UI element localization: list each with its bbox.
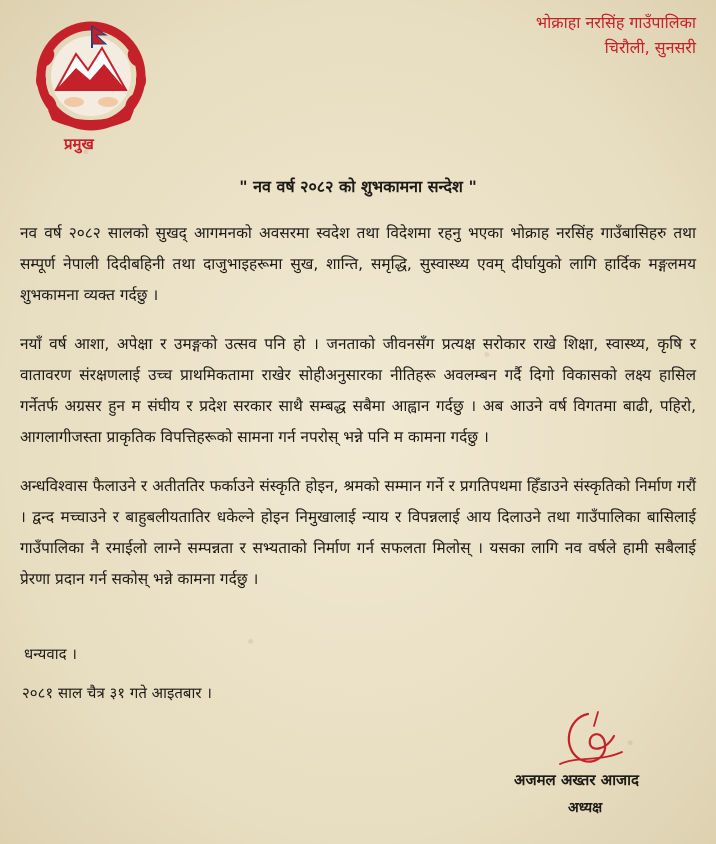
nepal-government-emblem-icon [26,18,156,134]
signatory-name: अजमल अख्तर आजाद [514,771,640,789]
handwritten-signature-icon [548,706,628,772]
office-label: प्रमुख [64,135,94,153]
municipality-name: भोक्राहा नरसिंह गाउँपालिका [535,13,696,32]
message-title: " नव वर्ष २०८२ को शुभकामना सन्देश " [239,177,477,196]
paragraph-2: नयाँ वर्ष आशा, अपेक्षा र उमङ्गको उत्सव पनि हो । जनताको जीवनसँग प्रत्यक्ष सरोकार राखे शिक्षा, स्वास्थ्य, कृषि र वातावरण संरक्षणलाई उच्च प्राथमिकतामा राखेर सोहीअनुसारका नीतिहरू अवलम्बन गर्दै दिगो विकासको लक्ष्य हासिल गर्नेतर्फ अग्रसर हुन म संघीय र प्रदेश सरकार साथै सम्बद्ध सबैमा आह्वान गर्दछु । अब आउने वर्ष विगतमा बाढी, पहिरो, आगलागीजस्ता प्राकृतिक विपत्तिहरूको सामना गर्न नपरोस् भन्ने पनि म कामना गर्दछु । [20,335,696,446]
paragraph-3: अन्धविश्वास फैलाउने र अतीततिर फर्काउने संस्कृति होइन, श्रमको सम्मान गर्ने र प्रगतिपथमा हिँडाउने संस्कृतिको निर्माण गरौं । द्वन्द मच्चाउने र बाहुबलीयतातिर धकेल्ने होइन निमुखालाई न्याय र विपन्नलाई आय दिलाउने तथा गाउँपालिका बासिलाई गाउँपालिका नै रमाईलो लाग्ने सम्पन्नता र सभ्यताको निर्माण गर्न सफलता मिलोस् । यसका लागि नव वर्षले हामी सबैलाई प्रेरणा प्रदान गर्न सकोस् भन्ने कामना गर्दछु । [20,477,696,588]
closing-thanks: धन्यवाद । [24,645,77,663]
message-date: २०८१ साल चैत्र ३१ गते आइतबार । [22,684,212,702]
paragraph-1: नव वर्ष २०८२ सालको सुखद् आगमनको अवसरमा स्वदेश तथा विदेशमा रहनु भएका भोक्राह नरसिंह गाउँबासिहरु तथा सम्पूर्ण नेपाली दिदीबहिनी तथा दाजुभाइहरूमा सुख, शान्ति, समृद्धि, सुस्वास्थ्य एवम् दीर्घायुको लागि हार्दिक मङ्गलमय शुभकामना व्यक्त गर्दछु । [20,224,696,304]
issuer-block [536,10,696,60]
municipality-location: चिरौली, सुनसरी [604,38,696,57]
message-body [20,218,696,613]
signatory-title: अध्यक्ष [568,800,603,816]
